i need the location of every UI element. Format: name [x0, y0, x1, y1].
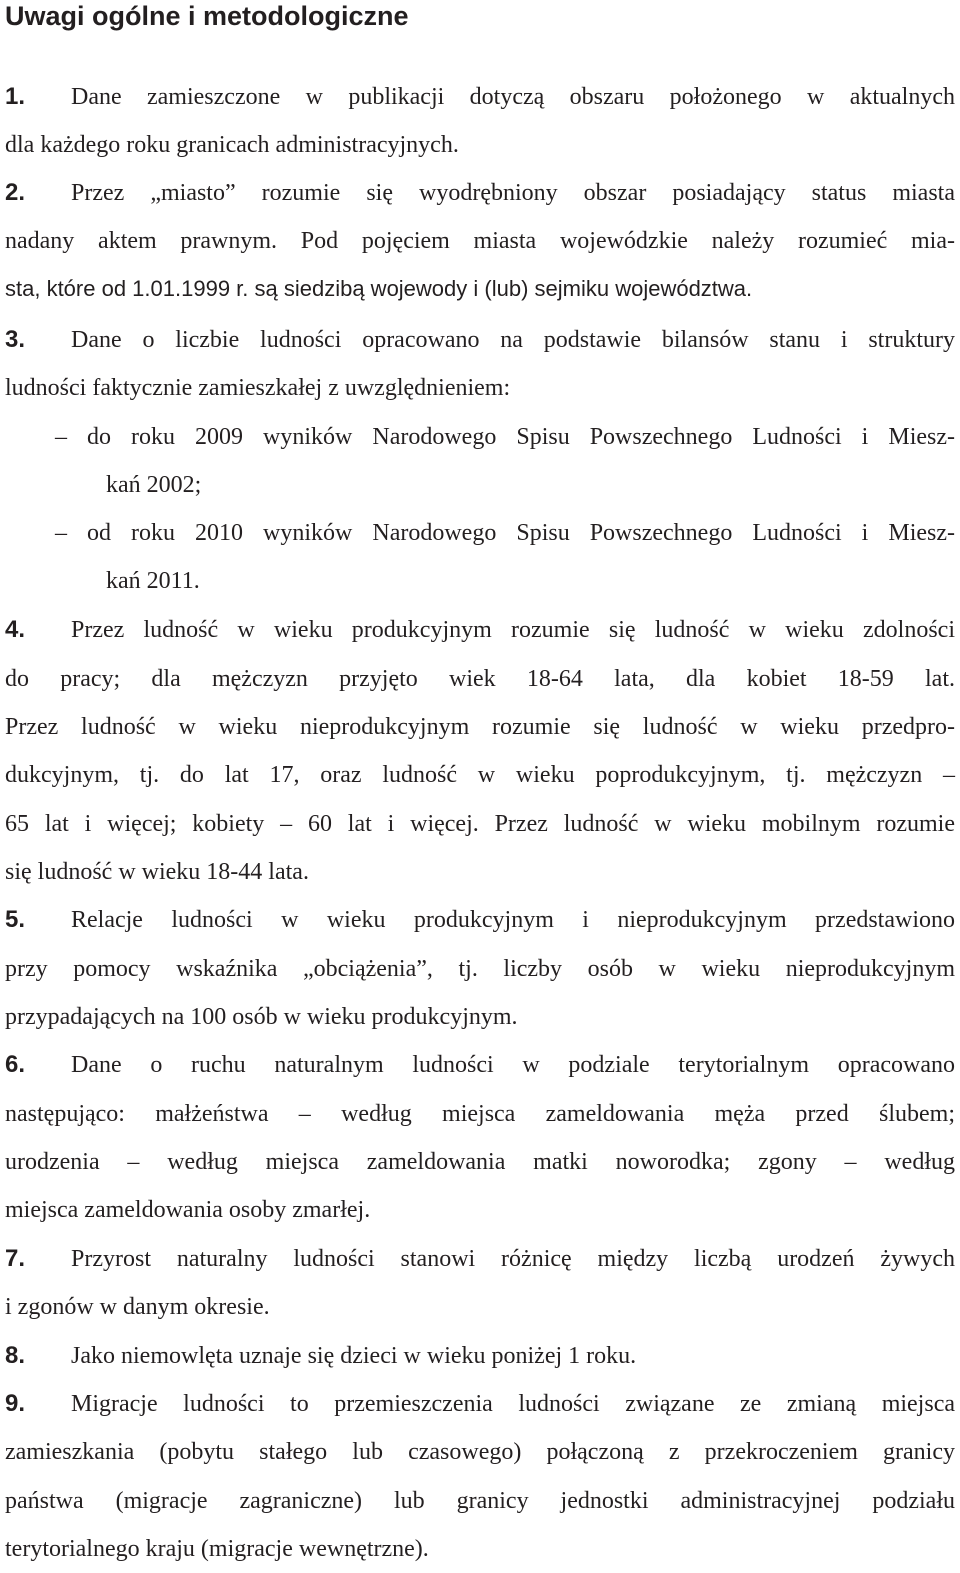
item-5-line-3: przypadających na 100 osób w wieku produkcyjnym.	[5, 1004, 518, 1030]
item-text: Relacje ludności w wieku produkcyjnym i nieprodukcyjnym przedstawiono	[71, 907, 955, 933]
item-5-line-2: przy pomocy wskaźnika „obciążenia”, tj. liczby osób w wieku nieprodukcyjnym	[5, 956, 955, 982]
item-text: Dane zamieszczone w publikacji dotyczą obszaru położonego w aktualnych	[71, 84, 955, 110]
item-text: Dane o ruchu naturalnym ludności w podziale terytorialnym opracowano	[71, 1052, 955, 1078]
item-text: Przez „miasto” rozumie się wyodrębniony obszar posiadający status miasta	[71, 180, 955, 206]
item-4-line-5: 65 lat i więcej; kobiety – 60 lat i więcej. Przez ludność w wieku mobilnym rozumie	[5, 811, 955, 837]
item-text: Jako niemowlęta uznaje się dzieci w wieku poniżej 1 roku.	[71, 1343, 637, 1369]
item-1-line-1	[5, 73, 955, 121]
bullet-1-line-1: – do roku 2009 wyników Narodowego Spisu Powszechnego Ludności i Miesz-	[55, 424, 955, 450]
item-number: 4.	[5, 616, 26, 643]
bullet-2-line-2: kań 2011.	[106, 568, 200, 594]
item-1-line-2: dla każdego roku granicach administracyjnych.	[5, 132, 459, 158]
item-2-line-2: nadany aktem prawnym. Pod pojęciem miasta wojewódzkie należy rozumieć mia-	[5, 228, 955, 254]
item-text: Dane o liczbie ludności opracowano na podstawie bilansów stanu i struktury	[71, 327, 955, 353]
item-4-line-3: Przez ludność w wieku nieprodukcyjnym rozumie się ludność w wieku przedpro-	[5, 714, 955, 740]
bullet-2-line-1: – od roku 2010 wyników Narodowego Spisu Powszechnego Ludności i Miesz-	[55, 520, 955, 546]
bullet-1-line-2: kań 2002;	[106, 472, 202, 498]
item-text: Migracje ludności to przemieszczenia ludności związane ze zmianą miejsca	[71, 1391, 955, 1417]
item-text: Przyrost naturalny ludności stanowi różnicę między liczbą urodzeń żywych	[71, 1246, 955, 1272]
item-number: 6.	[5, 1051, 26, 1078]
item-4-line-6: się ludność w wieku 18-44 lata.	[5, 859, 309, 885]
item-3-line-1	[5, 316, 955, 364]
item-4-line-1	[5, 606, 955, 654]
item-3-line-2: ludności faktycznie zamieszkałej z uwzględnieniem:	[5, 375, 511, 401]
item-number: 8.	[5, 1342, 26, 1369]
item-9-line-2: zamieszkania (pobytu stałego lub czasowego) połączoną z przekroczeniem granicy	[5, 1439, 955, 1465]
item-6-line-2: następująco: małżeństwa – według miejsca zameldowania męża przed ślubem;	[5, 1101, 955, 1127]
item-6-line-1	[5, 1041, 955, 1089]
item-number: 5.	[5, 906, 26, 933]
item-number: 1.	[5, 83, 26, 110]
item-9-line-3: państwa (migracje zagraniczne) lub granicy jednostki administracyjnej podziału	[5, 1488, 955, 1514]
item-7-line-1	[5, 1235, 955, 1283]
item-number: 3.	[5, 326, 26, 353]
item-6-line-4: miejsca zameldowania osoby zmarłej.	[5, 1197, 371, 1223]
item-number: 9.	[5, 1390, 26, 1417]
item-4-line-2: do pracy; dla mężczyzn przyjęto wiek 18-64 lata, dla kobiet 18-59 lat.	[5, 666, 955, 692]
item-2-line-3: sta, które od 1.01.1999 r. są siedzibą wojewody i (lub) sejmiku województwa.	[5, 276, 753, 301]
item-2-line-1	[5, 169, 955, 217]
item-9-line-1	[5, 1380, 955, 1428]
item-5-line-1	[5, 896, 955, 944]
item-7-line-2: i zgonów w danym okresie.	[5, 1294, 270, 1320]
item-9-line-4: terytorialnego kraju (migracje wewnętrzne).	[5, 1536, 429, 1562]
page-title: Uwagi ogólne i metodologiczne	[5, 1, 409, 31]
item-4-line-4: dukcyjnym, tj. do lat 17, oraz ludność w wieku poprodukcyjnym, tj. mężczyzn –	[5, 762, 955, 788]
item-text: Przez ludność w wieku produkcyjnym rozumie się ludność w wieku zdolności	[71, 617, 955, 643]
item-8-line-1	[5, 1332, 636, 1380]
item-number: 7.	[5, 1245, 26, 1272]
item-6-line-3: urodzenia – według miejsca zameldowania matki noworodka; zgony – według	[5, 1149, 955, 1175]
item-number: 2.	[5, 179, 26, 206]
